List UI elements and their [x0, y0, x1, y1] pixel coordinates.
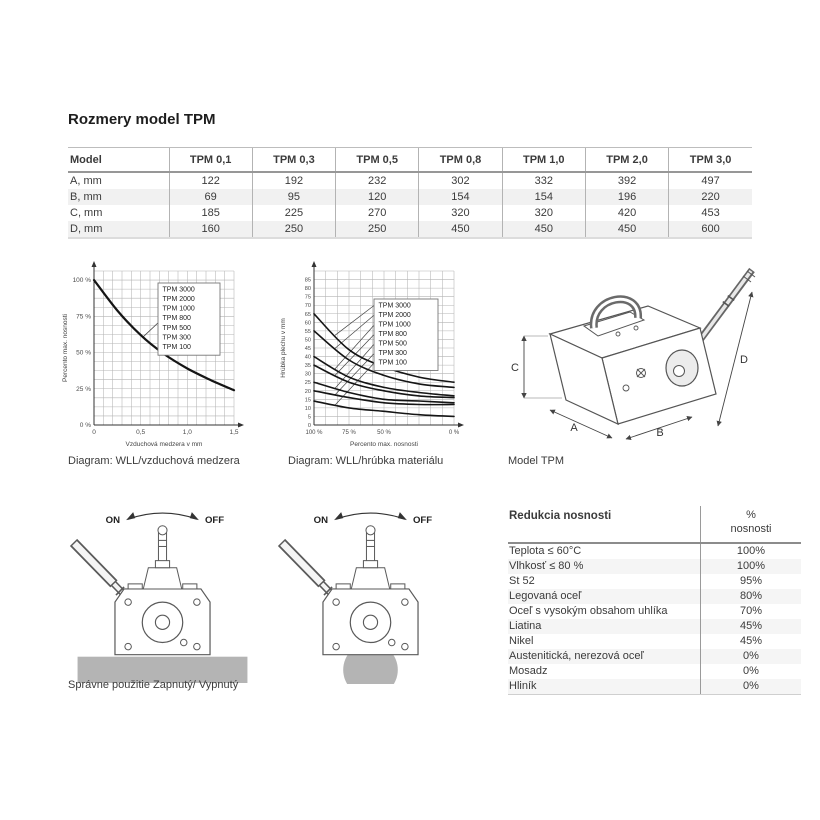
cell: 250 — [252, 221, 335, 238]
cell: 160 — [169, 221, 252, 238]
cell: 332 — [502, 172, 585, 189]
usage-on-flat-illustration — [60, 504, 265, 684]
svg-text:1,0: 1,0 — [182, 429, 192, 436]
cell: 320 — [502, 205, 585, 221]
reduction-table — [508, 506, 801, 695]
row-label: C, mm — [70, 207, 103, 219]
column-header: TPM 0,5 — [336, 148, 419, 173]
table-row: Vlhkosť ≤ 80 % 100% — [508, 559, 801, 574]
bolt — [616, 332, 620, 336]
svg-text:80: 80 — [304, 286, 311, 293]
svg-text:1,5: 1,5 — [229, 429, 239, 436]
svg-text:Percento max. nosnosti: Percento max. nosnosti — [62, 314, 69, 382]
column-header: TPM 2,0 — [585, 148, 668, 173]
reduction-table-rows — [508, 544, 801, 695]
svg-text:20: 20 — [304, 388, 311, 395]
cell: 392 — [585, 172, 668, 189]
table-row — [68, 221, 752, 238]
cell: 225 — [252, 205, 335, 221]
technical-drawing — [500, 256, 762, 459]
svg-text:75 %: 75 % — [76, 313, 91, 321]
svg-text:Percento max. nosnosti: Percento max. nosnosti — [350, 441, 418, 448]
chart1-caption: Diagram: WLL/vzduchová medzera — [68, 455, 240, 467]
cell: 450 — [502, 221, 585, 238]
svg-text:TPM 2000: TPM 2000 — [162, 296, 195, 303]
column-header: TPM 1,0 — [502, 148, 585, 173]
usage-caption: Správne použitie Zapnutý/ Vypnutý — [68, 679, 239, 691]
reduction-header-unit: % nosnosti — [700, 506, 801, 542]
svg-text:ON: ON — [313, 515, 329, 527]
table-row — [68, 189, 752, 205]
table-row: Oceľ s vysokým obsahom uhlíka 70% — [508, 604, 801, 619]
cell: 450 — [419, 221, 502, 238]
cell: 420 — [585, 205, 668, 221]
svg-text:TPM 3000: TPM 3000 — [378, 302, 411, 310]
svg-text:TPM 500: TPM 500 — [162, 324, 191, 332]
svg-text:ON: ON — [105, 515, 121, 527]
dim-label-b: B — [656, 427, 664, 439]
svg-text:0 %: 0 % — [448, 430, 460, 436]
row-label: A, mm — [70, 175, 102, 187]
svg-text:TPM 500: TPM 500 — [378, 340, 407, 348]
cell: 69 — [169, 189, 252, 205]
svg-text:75: 75 — [304, 294, 311, 301]
svg-text:45: 45 — [304, 346, 311, 352]
svg-text:0: 0 — [307, 423, 311, 429]
cell: 320 — [419, 205, 502, 221]
svg-text:25: 25 — [304, 380, 311, 387]
cell: 250 — [336, 221, 419, 238]
reduction-header-label: Redukcia nosnosti — [509, 510, 612, 522]
row-label: D, mm — [68, 221, 169, 238]
table-row: St 52 95% — [508, 574, 801, 589]
svg-text:85: 85 — [304, 277, 311, 284]
table-header-row — [68, 148, 752, 173]
column-header-model: Model — [68, 148, 169, 173]
svg-text:0 %: 0 % — [79, 422, 91, 429]
column-header: TPM 0,1 — [169, 148, 252, 173]
table-row: Legovaná oceľ 80% — [508, 589, 801, 604]
svg-text:0,5: 0,5 — [136, 429, 146, 436]
cell: 120 — [336, 189, 419, 205]
row-label: B, mm — [70, 191, 102, 203]
cell: 270 — [336, 205, 419, 221]
cell: 95 — [252, 189, 335, 205]
svg-text:10: 10 — [304, 405, 311, 412]
usage-on-flat — [60, 504, 265, 689]
drawing-caption: Model TPM — [508, 455, 565, 467]
svg-text:TPM 800: TPM 800 — [378, 330, 407, 338]
cell: 196 — [585, 189, 668, 205]
table-row: Austenitická, nerezová oceľ 0% — [508, 649, 801, 664]
svg-text:60: 60 — [304, 320, 311, 327]
svg-text:TPM 100: TPM 100 — [162, 344, 191, 351]
cell: 220 — [669, 189, 752, 205]
cell: 450 — [585, 221, 668, 238]
svg-text:TPM 3000: TPM 3000 — [162, 286, 195, 294]
wll-air-gap-chart — [58, 257, 256, 455]
cell: 453 — [669, 205, 752, 221]
column-header: TPM 0,3 — [252, 148, 335, 173]
cell: 232 — [336, 172, 419, 189]
table-row — [68, 172, 752, 189]
table-row: Hliník 0% — [508, 679, 801, 694]
cell: 185 — [169, 205, 252, 221]
svg-text:50 %: 50 % — [76, 349, 91, 357]
svg-text:35: 35 — [304, 363, 311, 370]
reduction-table-header — [508, 506, 801, 544]
column-header: TPM 3,0 — [669, 148, 752, 173]
svg-text:OFF: OFF — [412, 515, 433, 527]
svg-text:TPM 1000: TPM 1000 — [378, 321, 411, 329]
svg-text:TPM 1000: TPM 1000 — [162, 305, 195, 313]
wll-thickness-chart — [276, 257, 474, 455]
svg-text:TPM 300: TPM 300 — [162, 334, 191, 342]
svg-text:TPM 100: TPM 100 — [378, 359, 407, 367]
svg-text:100 %: 100 % — [72, 277, 91, 285]
page-title: Rozmery model TPM — [68, 111, 216, 128]
svg-text:25 %: 25 % — [76, 385, 91, 393]
chart-wll-thickness — [276, 257, 474, 460]
svg-text:Hrúbka plechu v mm: Hrúbka plechu v mm — [280, 318, 287, 378]
svg-text:40: 40 — [304, 354, 311, 361]
svg-text:0: 0 — [92, 429, 96, 436]
table-row: Mosadz 0% — [508, 664, 801, 679]
dim-label-a: A — [570, 422, 578, 434]
chart2-caption: Diagram: WLL/hrúbka materiálu — [288, 455, 444, 467]
model-tpm-drawing-image — [500, 256, 762, 454]
dim-label-d: D — [740, 354, 748, 366]
table-row: Teplota ≤ 60°C 100% — [508, 544, 801, 559]
bolt — [634, 326, 638, 330]
svg-text:50 %: 50 % — [377, 430, 391, 436]
cell: 192 — [252, 172, 335, 189]
cell: 497 — [669, 172, 752, 189]
svg-text:30: 30 — [304, 371, 311, 378]
dim-label-c: C — [511, 362, 519, 374]
table-row: Liatina 45% — [508, 619, 801, 634]
usage-on-round — [268, 504, 473, 689]
cell: 302 — [419, 172, 502, 189]
svg-text:TPM 800: TPM 800 — [162, 315, 191, 323]
usage-on-round-illustration — [268, 504, 473, 684]
svg-text:Vzduchová medzera v mm: Vzduchová medzera v mm — [125, 441, 203, 448]
svg-text:100 %: 100 % — [305, 430, 323, 436]
svg-text:65: 65 — [304, 311, 311, 318]
cell: 154 — [502, 189, 585, 205]
column-header: TPM 0,8 — [419, 148, 502, 173]
chart-wll-air-gap — [58, 257, 256, 460]
svg-text:50: 50 — [304, 337, 311, 344]
svg-text:TPM 300: TPM 300 — [378, 349, 407, 357]
svg-text:TPM 2000: TPM 2000 — [378, 311, 411, 319]
cell: 154 — [419, 189, 502, 205]
table-row — [68, 205, 752, 221]
svg-text:5: 5 — [307, 414, 311, 421]
cell: 600 — [669, 221, 752, 238]
svg-text:15: 15 — [304, 397, 311, 404]
svg-text:70: 70 — [304, 303, 311, 310]
dimensions-table — [68, 147, 752, 239]
cell: 122 — [169, 172, 252, 189]
svg-text:75 %: 75 % — [342, 430, 356, 436]
table-row: Nikel 45% — [508, 634, 801, 649]
svg-text:OFF: OFF — [204, 515, 225, 527]
svg-text:55: 55 — [304, 328, 311, 335]
handle-boss — [666, 350, 698, 386]
